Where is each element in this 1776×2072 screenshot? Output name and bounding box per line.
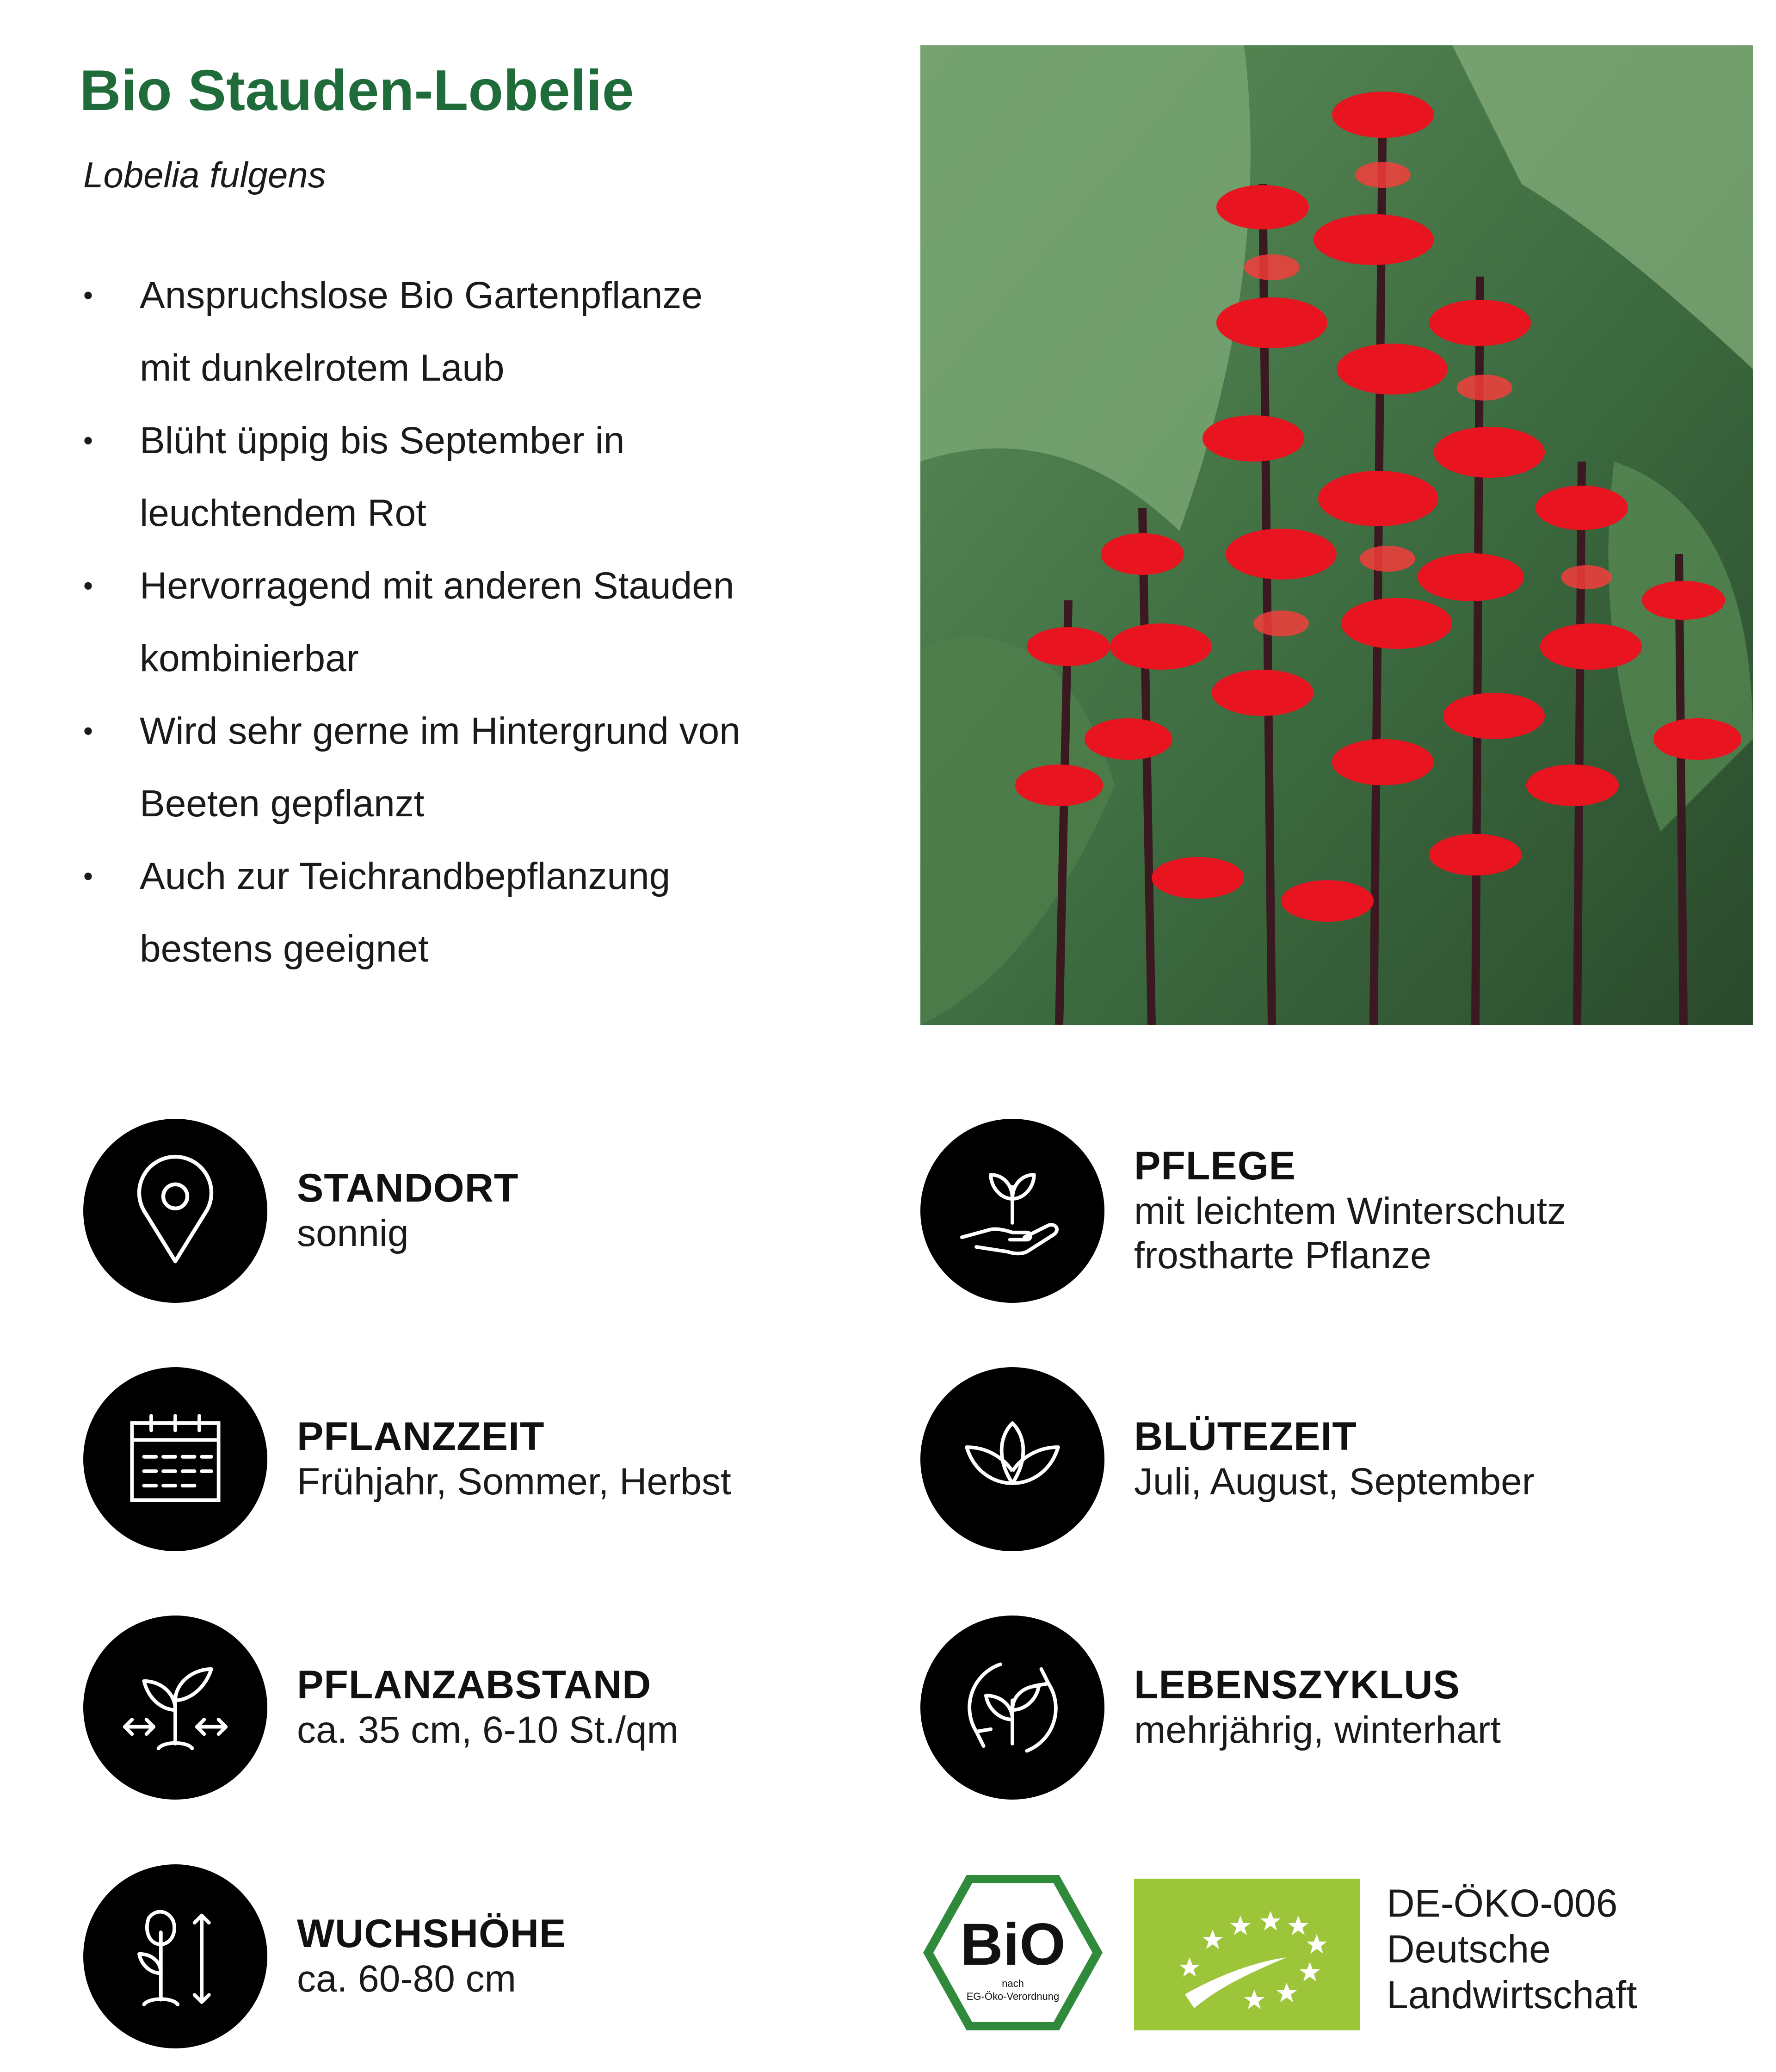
feature-text: Blüht üppig bis September in xyxy=(140,419,625,462)
pflege-value-1: mit leichtem Winterschutz xyxy=(1134,1190,1566,1232)
info-standort xyxy=(83,1118,518,1303)
bluetezeit-value: Juli, August, September xyxy=(1134,1461,1535,1503)
info-lebenszyklus xyxy=(920,1615,1501,1800)
feature-text: Auch zur Teichrandbepflanzung xyxy=(140,855,671,897)
wuchshoehe-label: WUCHSHÖHE xyxy=(297,1912,567,1956)
info-pflege xyxy=(920,1118,1566,1303)
standort-label: STANDORT xyxy=(297,1166,519,1211)
standort-value: sonnig xyxy=(297,1212,409,1255)
feature-item xyxy=(83,549,823,695)
lobelia-photo-illustration xyxy=(920,45,1753,1025)
bio-logo-text: BiO xyxy=(960,1912,1066,1978)
feature-text: bestens geeignet xyxy=(140,928,429,970)
feature-text: Anspruchslose Bio Gartenpflanze xyxy=(140,274,703,316)
eu-organic-leaf-logo xyxy=(1134,1879,1360,2030)
bullet-icon: • xyxy=(83,280,93,311)
lebenszyklus-value: mehrjährig, winterhart xyxy=(1134,1709,1501,1751)
product-title: Bio Stauden-Lobelie xyxy=(80,59,634,123)
certification-text xyxy=(1387,1881,1637,2018)
certification-code: DE-ÖKO-006 xyxy=(1387,1881,1618,1925)
bluetezeit-label: BLÜTEZEIT xyxy=(1134,1414,1357,1459)
feature-text: Wird sehr gerne im Hintergrund von xyxy=(140,710,740,752)
pflege-value-2: frostharte Pflanze xyxy=(1134,1234,1431,1277)
location-pin-icon xyxy=(83,1119,267,1303)
lotus-flower-icon xyxy=(920,1367,1104,1551)
feature-item xyxy=(83,695,823,840)
pflanzzeit-value: Frühjahr, Sommer, Herbst xyxy=(297,1461,731,1503)
bullet-icon: • xyxy=(83,570,93,601)
pflege-label: PFLEGE xyxy=(1134,1143,1296,1188)
certification-line-2: Deutsche xyxy=(1387,1927,1551,1971)
feature-text: kombinierbar xyxy=(140,637,359,679)
latin-name: Lobelia fulgens xyxy=(83,154,326,195)
bio-logo-small-1: nach xyxy=(1002,1978,1024,1989)
feature-item xyxy=(83,404,823,549)
pflanzzeit-label: PFLANZZEIT xyxy=(297,1414,545,1459)
feature-list xyxy=(83,259,823,985)
hand-seedling-icon xyxy=(920,1119,1104,1303)
pflanzabstand-value: ca. 35 cm, 6-10 St./qm xyxy=(297,1709,678,1751)
feature-item xyxy=(83,840,823,985)
bullet-icon: • xyxy=(83,861,93,892)
info-wuchshoehe xyxy=(83,1864,566,2049)
wuchshoehe-value: ca. 60-80 cm xyxy=(297,1958,516,2000)
feature-text: leuchtendem Rot xyxy=(140,492,426,534)
feature-text: mit dunkelrotem Laub xyxy=(140,347,505,389)
info-pflanzzeit xyxy=(83,1367,731,1552)
bio-logo-small-2: EG-Öko-Verordnung xyxy=(966,1991,1060,2002)
calendar-icon xyxy=(83,1367,267,1551)
feature-item xyxy=(83,259,823,404)
feature-text: Beeten gepflanzt xyxy=(140,783,425,825)
plant-spacing-icon xyxy=(83,1616,267,1800)
certification-line-3: Landwirtschaft xyxy=(1387,1973,1637,2017)
plant-cycle-icon xyxy=(920,1616,1104,1800)
feature-text: Hervorragend mit anderen Stauden xyxy=(140,565,734,607)
bullet-icon: • xyxy=(83,715,93,746)
info-pflanzabstand xyxy=(83,1615,678,1800)
lebenszyklus-label: LEBENSZYKLUS xyxy=(1134,1663,1460,1708)
info-bluetezeit xyxy=(920,1367,1535,1552)
bullet-icon: • xyxy=(83,425,93,456)
plant-height-icon xyxy=(83,1864,267,2048)
bio-seal-logo xyxy=(920,1872,1105,2033)
pflanzabstand-label: PFLANZABSTAND xyxy=(297,1663,652,1708)
product-photo xyxy=(920,45,1753,1025)
